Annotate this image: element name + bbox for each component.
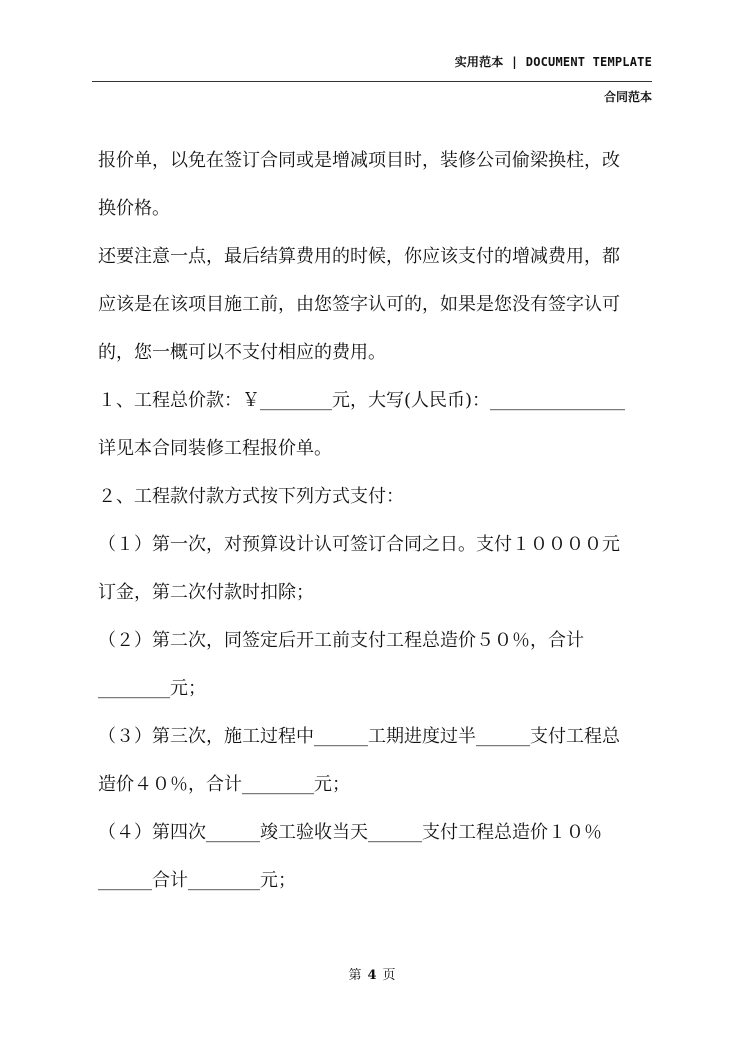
text-line: ２、工程款付款方式按下列方式支付： [98, 486, 404, 507]
text-line: 的，您一概可以不支付相应的费用。 [98, 342, 386, 363]
text-line: （４）第四次______竣工验收当天______支付工程总造价１０％ [98, 822, 602, 843]
page-number: 4 [367, 968, 377, 983]
page-footer [0, 964, 744, 983]
footer-prefix: 第 [348, 968, 362, 983]
header-title: 实用范本 | DOCUMENT TEMPLATE [454, 55, 652, 69]
text-line: ________元； [98, 678, 206, 699]
text-line: １、工程总价款：￥________元，大写(人民币)：_______________ [98, 390, 626, 411]
header-divider [92, 81, 652, 82]
document-body [98, 137, 658, 905]
footer-suffix: 页 [382, 968, 396, 983]
text-line: 订金，第二次付款时扣除； [98, 582, 314, 603]
text-line: ______合计________元； [98, 870, 296, 891]
text-line: （１）第一次，对预算设计认可签订合同之日。支付１００００元 [98, 534, 620, 555]
text-line: 造价４０％，合计________元； [98, 774, 350, 795]
text-line: 还要注意一点，最后结算费用的时候，你应该支付的增减费用，都 [98, 246, 620, 267]
text-line: （３）第三次，施工过程中______工期进度过半______支付工程总 [98, 726, 620, 747]
text-line: 详见本合同装修工程报价单。 [98, 438, 332, 459]
text-line: 应该是在该项目施工前，由您签字认可的，如果是您没有签字认可 [98, 294, 620, 315]
text-line: 换价格。 [98, 198, 170, 219]
header-subtitle: 合同范本 [603, 90, 652, 104]
text-line: （２）第二次，同签定后开工前支付工程总造价５０％，合计 [98, 630, 584, 651]
text-line: 报价单，以免在签订合同或是增减项目时，装修公司偷梁换柱，改 [98, 150, 620, 171]
